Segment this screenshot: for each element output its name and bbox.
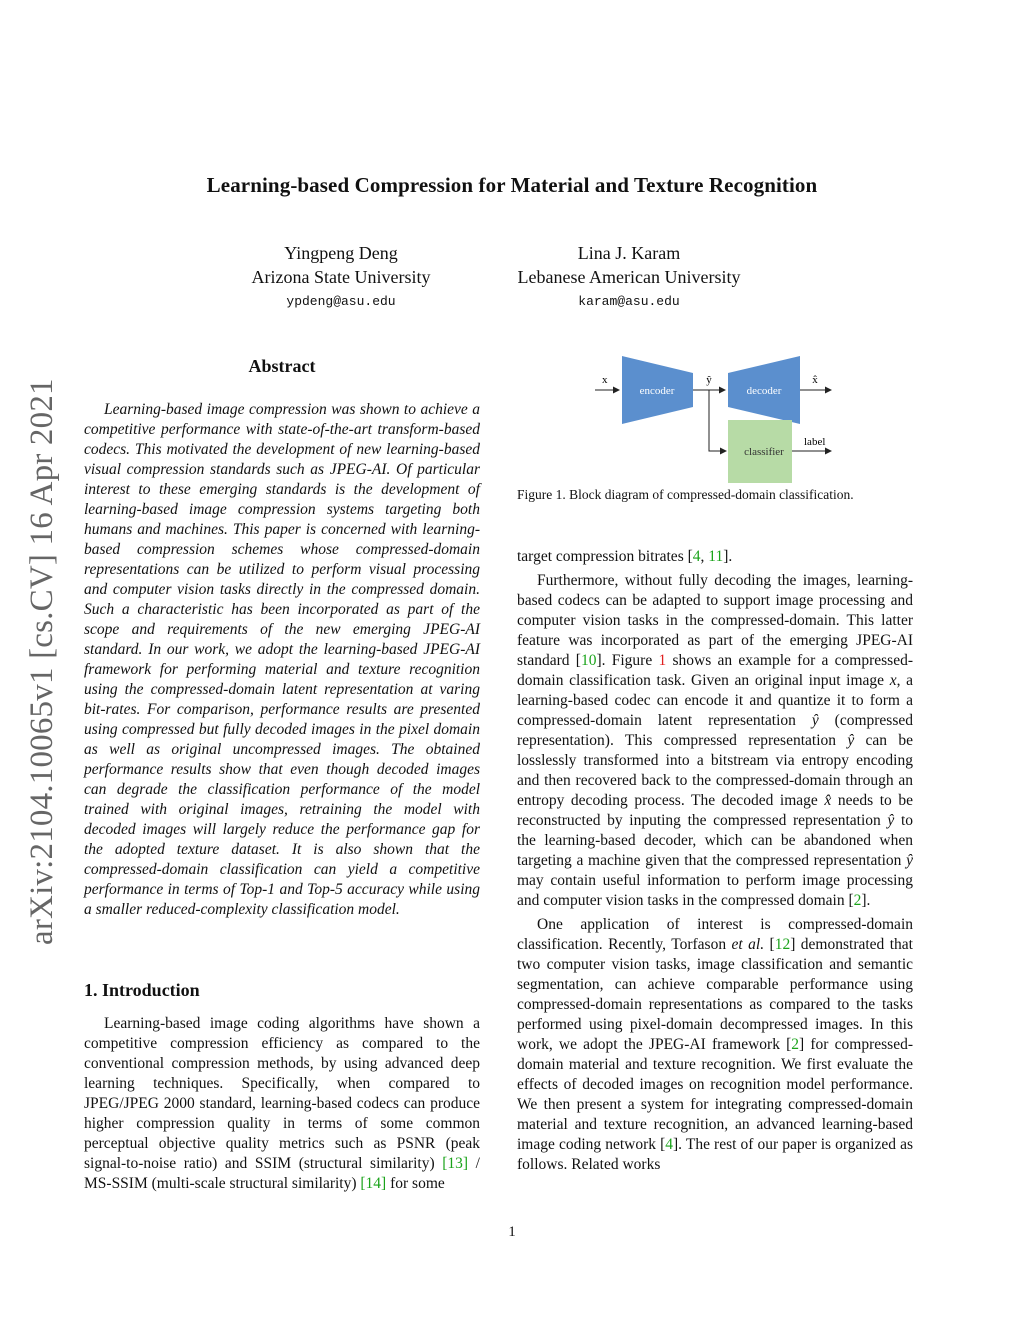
text-run: ]. Figure [596, 652, 659, 669]
citation-link[interactable]: 2 [791, 1036, 800, 1053]
text-run: may contain useful information to perform image processing and computer vision tasks in the compressed domain [ [517, 872, 913, 909]
latent-yhat-label: ŷ [706, 374, 712, 386]
author-block-1 [181, 241, 501, 313]
text-run: for some [386, 1175, 445, 1192]
section-heading-introduction: 1. Introduction [84, 980, 200, 1000]
page-number: 1 [508, 1224, 516, 1240]
text-run: , [700, 548, 709, 565]
text-run: (compressed representation). This compressed representation [517, 712, 913, 749]
author-email: ypdeng@asu.edu [286, 294, 396, 309]
citation-link[interactable]: 4 [692, 548, 701, 565]
output-xhat-label: x̂ [812, 374, 818, 386]
abstract-heading: Abstract [248, 356, 316, 376]
text-run: ]. [861, 892, 871, 909]
author-affiliation: Lebanese American University [517, 267, 741, 287]
author-block-2 [469, 241, 789, 313]
text-run: / MS-SSIM (multi-scale structural similarity) [84, 1155, 480, 1192]
arxiv-stamp: arXiv:2104.10065v1 [cs.CV] 16 Apr 2021 [24, 378, 60, 945]
text-run: [ [764, 936, 775, 953]
math-symbol: ŷ [811, 712, 819, 729]
text-run: shows an example for a compressed-domain classification task. Given an original input image [517, 652, 913, 689]
math-symbol: x [889, 672, 897, 689]
citation-link[interactable]: 10 [580, 652, 597, 669]
author-email: karam@asu.edu [578, 294, 680, 309]
text-run: , a learning-based codec can encode it and quantize it to form a compressed-domain latent representation [517, 672, 913, 729]
citation-link[interactable]: 11 [708, 548, 724, 565]
text-run: target compression bitrates [ [517, 548, 693, 565]
text-run: ]. [723, 548, 733, 565]
math-symbol: ŷ [906, 852, 913, 869]
decoder-label: decoder [746, 385, 782, 397]
classifier-label: classifier [744, 446, 784, 458]
citation-link[interactable]: 12 [774, 936, 791, 953]
text-run: One application of interest is compressed-domain classification. Recently, Torfason [517, 916, 913, 953]
math-symbol: ŷ [847, 732, 855, 749]
math-symbol: ŷ [887, 812, 895, 829]
encoder-label: encoder [639, 385, 675, 397]
introduction-body [84, 1014, 480, 1194]
citation-link[interactable]: 2 [853, 892, 862, 909]
abstract-body [84, 400, 480, 920]
author-name: Yingpeng Deng [284, 243, 398, 263]
text-run: Learning-based image coding algorithms have shown a competitive compression efficiency as compared to the conventional compression methods, by using advanced deep learning techniques. Specifically, when compared to JPEG/JPEG 2000 standard, learning-based codecs can produce higher compression quality in terms of some common perceptual objective quality metrics such as PSNR (peak signal-to-noise ratio) and SSIM (structural similarity) [84, 1015, 480, 1172]
classifier-branch-arrow [709, 390, 726, 451]
text-run: to the learning-based decoder, which can be abandoned when targeting a machine given that the compressed representation [517, 812, 913, 869]
citation-link[interactable]: [14] [360, 1175, 387, 1192]
figure-reference-link[interactable]: 1 [658, 652, 667, 669]
abstract-paragraph: Learning-based image compression was shown to achieve a competitive performance with state-of-the-art transform-based codecs. This motivated the development of new learning-based visual compression standards such as JPEG-AI. Of particular interest to these emerging standards is the development of learning-based image compression systems targeting both humans and machines. This paper is concerned with learning-based compression schemes whose compressed-domain representations can be utilized to perform visual processing and computer vision tasks directly in the compressed domain. Such a characteristic has been incorporated as part of the scope and requirements of the new emerging JPEG-AI standard. In our work, we adopt the learning-based JPEG-AI framework for performing material and texture recognition using the compressed-domain latent representation at varing bit-rates. For comparison, performance results are presented using compressed but fully decoded images in the pixel domain as well as original uncompressed images. The obtained performance results show that even though decoded images can degrade the classification performance of the model trained with original images, retraining the model with decoded images will largely reduce the performance gap for the adopted texture dataset. It is also shown that the compressed-domain classification can yield a competitive performance in terms of Top-1 and Top-5 accuracy while using a smaller reduced-complexity classification model. [84, 401, 480, 918]
emphasis-text: et al. [731, 936, 765, 953]
continued-paragraph [517, 547, 913, 567]
body-paragraph [517, 571, 913, 911]
text-run: Furthermore, without fully decoding the images, learning-based codecs can be adapted to support image processing and computer vision tasks in the compressed-domain. This latter feature was incorporated as part of the emerging JPEG-AI standard [ [517, 572, 913, 669]
text-run: can be losslessly transformed into a bitstream via entropy encoding and then recovered back to the compressed-domain through an entropy decoding process. The decoded image [517, 732, 914, 809]
right-column-body [517, 547, 913, 1179]
input-x-label: x [602, 374, 608, 386]
text-run: ] demonstrated that two computer vision tasks, image classification and semantic segmentation, can achieve comparable performance using compressed-domain representations as compared to the tasks performed using pixel-domain decompressed images. In this work, we adopt the JPEG-AI framework [ [517, 936, 913, 1053]
author-name: Lina J. Karam [577, 243, 681, 263]
figure-block-diagram [595, 352, 845, 487]
body-paragraph [517, 915, 913, 1175]
figure-caption: Figure 1. Block diagram of compressed-domain classification. [517, 487, 854, 502]
paper-title: Learning-based Compression for Material and Texture Recognition [206, 173, 818, 197]
intro-paragraph [84, 1014, 480, 1194]
citation-link[interactable]: 4 [665, 1136, 674, 1153]
math-symbol: x̂ [824, 792, 832, 809]
citation-link[interactable]: [13] [442, 1155, 469, 1172]
author-affiliation: Arizona State University [251, 267, 431, 287]
text-run: needs to be reconstructed by inputing the compressed representation [517, 792, 913, 829]
text-run: ]. The rest of our paper is organized as follows. Related works [517, 1136, 913, 1173]
text-run: ] for compressed-domain material and texture recognition. We first evaluate the effects of decoded images on recognition model performance. We then present a system for integrating compressed-domain material and texture recognition, an advanced learning-based image coding network [ [517, 1036, 913, 1153]
output-label-text: label [804, 436, 826, 448]
